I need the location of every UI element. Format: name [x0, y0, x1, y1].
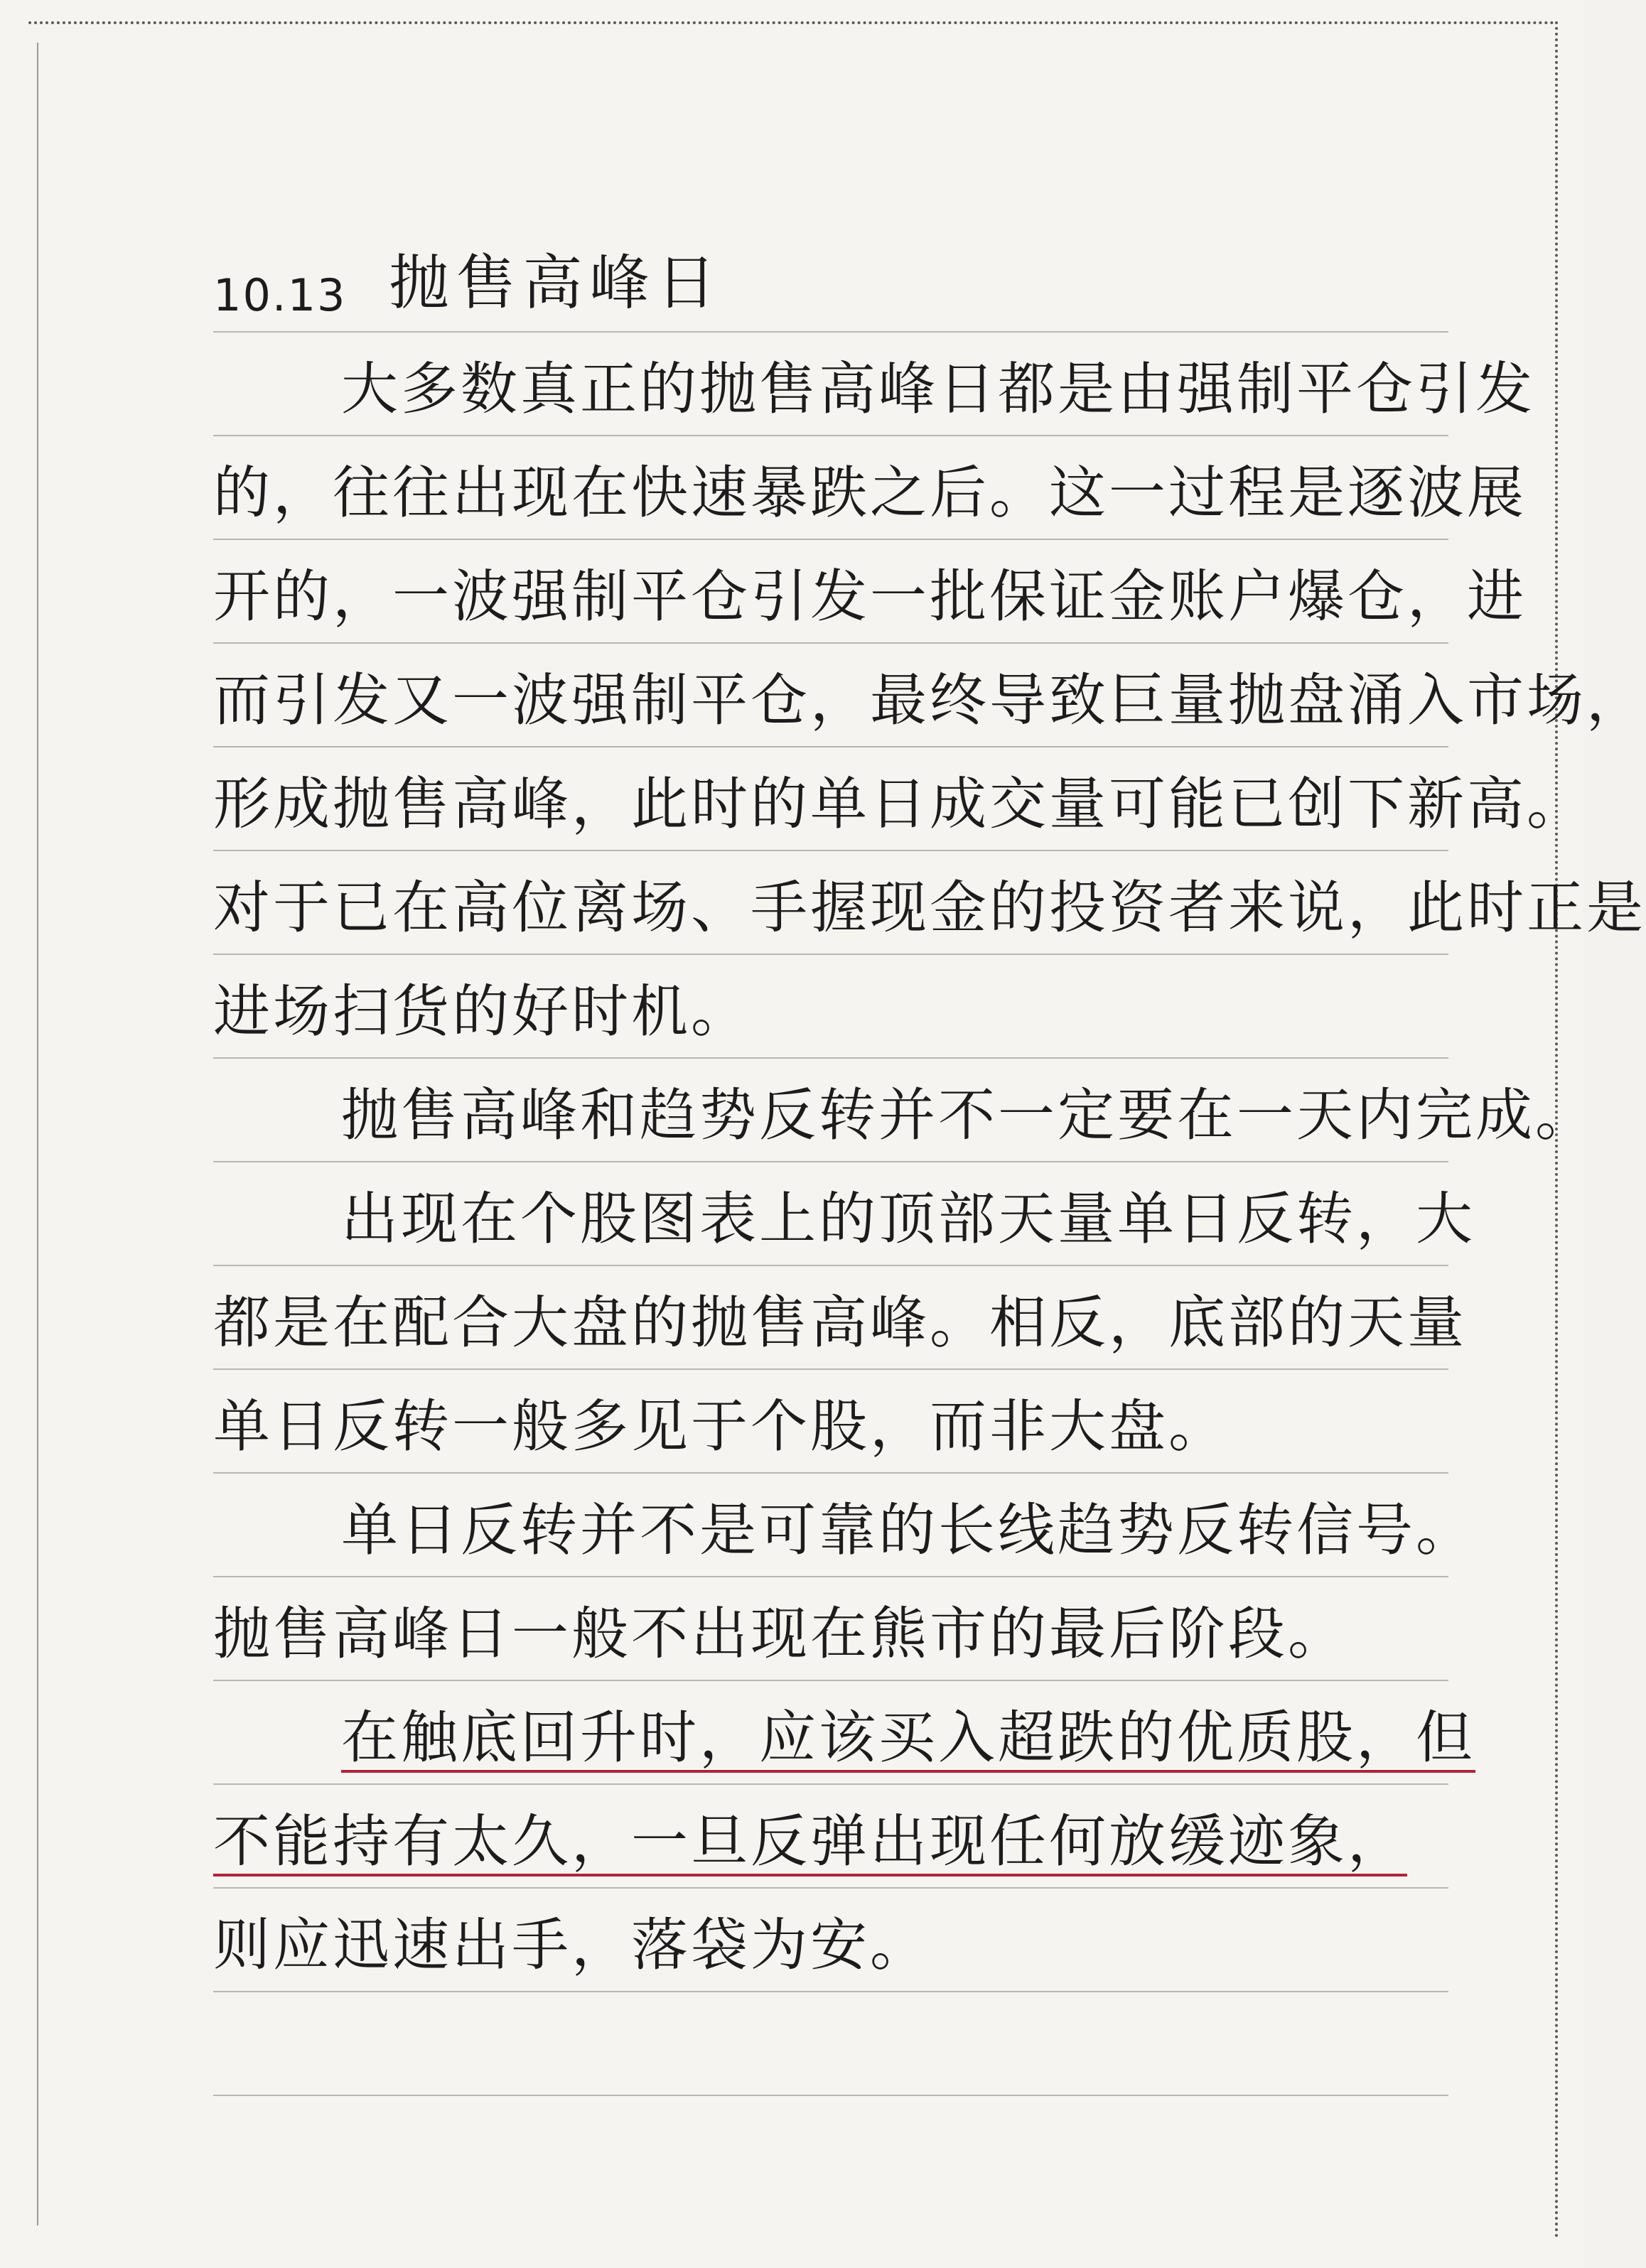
text-line: [213, 1172, 1475, 1265]
entry-heading: 抛售高峰日: [389, 248, 724, 318]
ruled-line: [213, 1680, 1448, 1681]
text-line-content: 而引发又一波强制平仓，最终导致巨量抛盘涌入市场，: [213, 667, 1646, 733]
text-line: [213, 1691, 1475, 1783]
ruled-line: [213, 746, 1448, 747]
text-line: [213, 550, 1527, 642]
text-line-content: 单日反转并不是可靠的长线趋势反转信号。: [341, 1497, 1475, 1563]
text-line-content: 抛售高峰和趋势反转并不一定要在一天内完成。: [341, 1082, 1595, 1148]
text-line: [213, 965, 1448, 1057]
text-line: [213, 1484, 1475, 1576]
text-line: [213, 757, 1586, 850]
text-line: [213, 1276, 1467, 1368]
ruled-line: [213, 2095, 1448, 2096]
text-line-content: 开的，一波强制平仓引发一批保证金账户爆仓，进: [213, 563, 1527, 630]
text-line-content: 在触底回升时，应该买入超跌的优质股，但: [341, 1705, 1475, 1771]
page-title: [213, 239, 1448, 331]
ruled-line: [213, 1887, 1448, 1889]
page-left-edge: [37, 43, 38, 2225]
text-line: [213, 861, 1646, 954]
text-line: [213, 1795, 1448, 1887]
ruled-line: [213, 1057, 1448, 1059]
ruled-line: [213, 331, 1448, 333]
ruled-line: [213, 435, 1448, 436]
perforated-top-edge: [28, 21, 1555, 24]
ruled-line: [213, 954, 1448, 955]
text-line-content: 出现在个股图表上的顶部天量单日反转，大: [341, 1186, 1475, 1252]
ruled-line: [213, 1161, 1448, 1162]
text-line-content: 进场扫货的好时机。: [213, 978, 751, 1044]
text-line: [213, 1899, 1448, 1991]
text-line-content: 大多数真正的抛售高峰日都是由强制平仓引发: [341, 356, 1535, 422]
text-line-content: 抛售高峰日一般不出现在熊市的最后阶段。: [213, 1601, 1348, 1667]
text-line-content: 的，往往出现在快速暴跌之后。这一过程是逐波展: [213, 460, 1527, 526]
text-line-content: 形成抛售高峰，此时的单日成交量可能已创下新高。: [213, 771, 1586, 837]
ruled-line: [213, 1265, 1448, 1266]
text-line-content: 则应迅速出手，落袋为安。: [213, 1912, 930, 1978]
text-line-content: 不能持有太久，一旦反弹出现任何放缓迹象，: [213, 1808, 1407, 1874]
text-line: [213, 1587, 1448, 1680]
entry-date: 10.13: [213, 269, 347, 321]
ruled-line: [213, 539, 1448, 540]
ruled-line: [213, 1576, 1448, 1577]
text-line: [213, 446, 1527, 539]
ruled-line: [213, 1991, 1448, 1992]
text-line: [213, 1380, 1448, 1472]
text-line-content: 对于已在高位离场、手握现金的投资者来说，此时正是: [213, 875, 1646, 941]
ruled-line: [213, 1783, 1448, 1785]
text-line: [213, 1069, 1595, 1161]
ruled-line: [213, 850, 1448, 851]
text-line: [213, 654, 1646, 746]
ruled-line: [213, 1368, 1448, 1370]
text-line-content: 单日反转一般多见于个股，而非大盘。: [213, 1393, 1228, 1459]
text-line: [213, 342, 1535, 435]
text-line-content: 都是在配合大盘的抛售高峰。相反，底部的天量: [213, 1290, 1467, 1356]
ruled-line: [213, 642, 1448, 644]
ruled-line: [213, 1472, 1448, 1474]
